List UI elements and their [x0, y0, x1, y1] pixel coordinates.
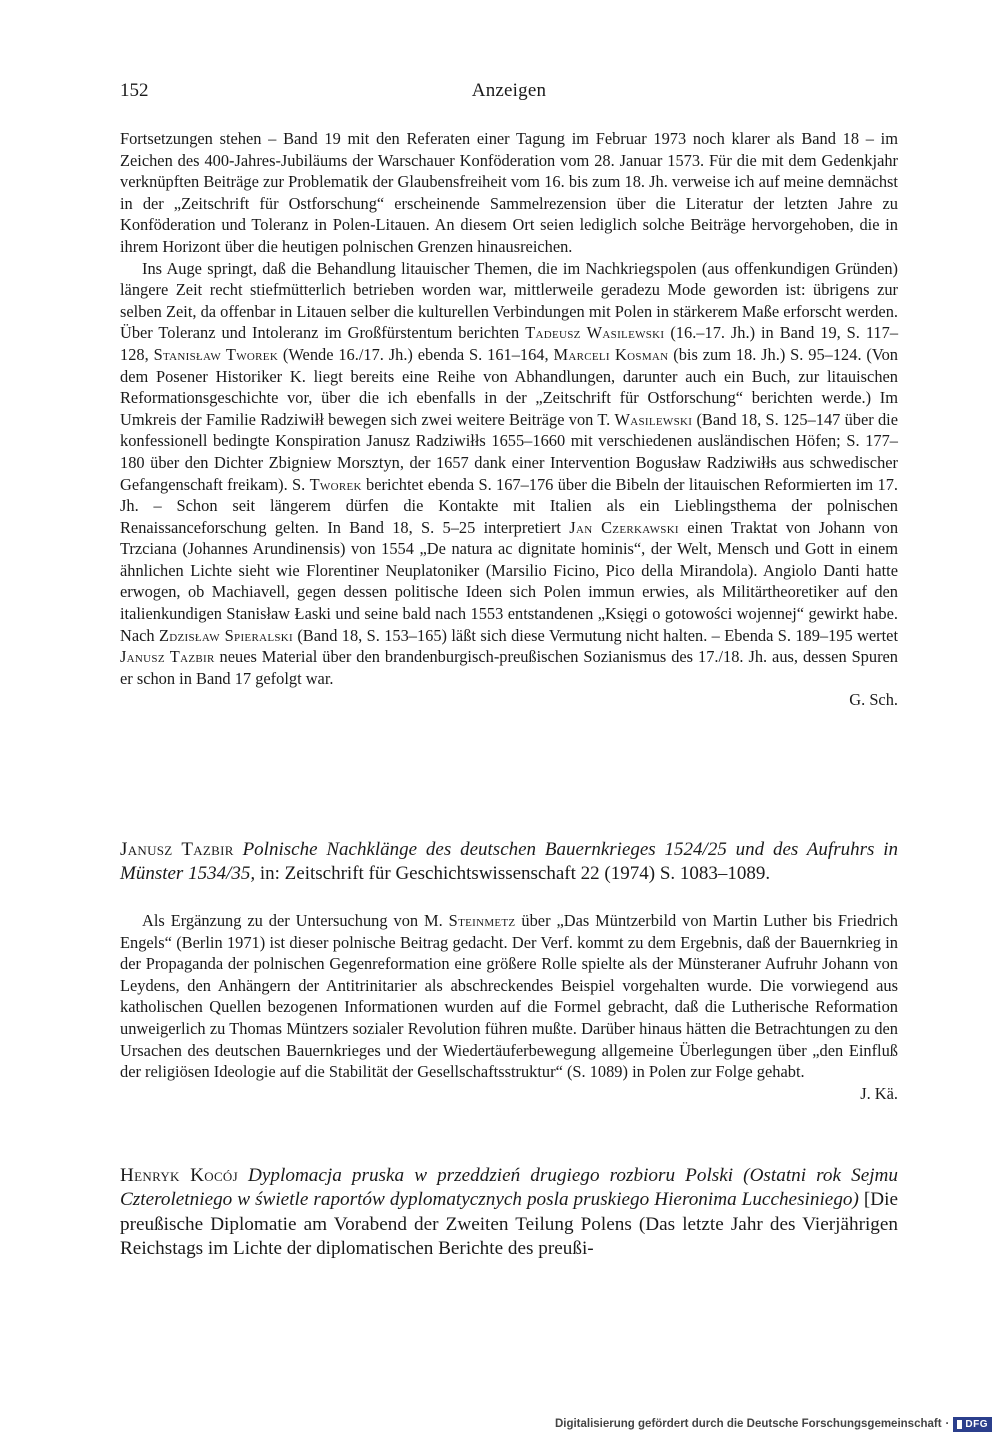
author-name: Tadeusz Wasilewski [525, 323, 665, 343]
author-name: Wasilewski [614, 409, 693, 429]
bibliographic-entry [120, 838, 898, 886]
entry-title: Dyplomacja pruska w przeddzień drugiego rozbioru Polski (Ostatni rok Sejmu Czteroletniego w świetle raportów dyplomatycznych posla pruskiego Hieronima Lucchesiniego) [120, 1165, 898, 1211]
reviewer-signature: G. Sch. [849, 690, 898, 710]
author-name: Zdzisław Spieralski [158, 625, 293, 645]
dfg-mark-icon [957, 1420, 962, 1429]
entry-title: Polnische Nachklänge des deutschen Bauernkrieges 1524/25 und des Aufruhrs in Münster 1534/35, [120, 839, 898, 884]
author-name: Jan Czerkawski [569, 517, 679, 537]
text-run: einen Traktat von Johann von Trzciana (Johannes Arundinensis) von 1554 „De natura ac dignitate hominis“, der Welt, Mensch und Gott in einem ähnlichen Lichte sieht wie Florentiner Neuplatoniker (Marsilio Ficino, Pico della Mirandola). Angiolo Danti hatte erwogen, ob Machiavell, gegen dessen politische Ideen sich Polen immun erwies, als Militärtheoretiker auf den italienkundigen Stanisław Łaski und seine bald nach 1553 entstandenen „Księgi o gotowości wojennej“ gewirkt habe. Nach [120, 517, 899, 645]
text-run: (Band 18, S. 125–147 über die konfessionell bedingte Konspiration Janusz Radziwiłłs 1655–1660 mit verschiedenen ausländischen Höfen; S. 177–180 über den Dichter Zbigniew Morsztyn, der 1657 dank einer Intervention Bogusław Radziwiłłs aus schwedischer Gefangenschaft freikam). S. [120, 409, 898, 494]
author-name: Marceli Kosman [553, 344, 669, 364]
review1-paragraph-1: Fortsetzungen stehen – Band 19 mit den Referaten einer Tagung im Februar 1973 noch klarer als Band 18 – im Zeichen des 400-Jahres-Jubiläums der Warschauer Konföderation vom 28. Januar 1573. Für die mit dem Gedenkjahr verknüpften Beiträge zur Problematik der Glaubensfreiheit vom 16. bis zum 18. Jh. verweise ich auf meine demnächst in der „Zeitschrift für Ostforschung“ erscheinende Sammelrezension über die Literatur der letzten Jahre zu Konföderation und Toleranz in Polen-Litauen. An diesem Ort seien lediglich solche Beiträge hervorgehoben, die in ihrem Horizont über die heutigen polnischen Grenzen hinausreichen. [120, 129, 898, 256]
text-run: (Band 18, S. 153–165) läßt sich diese Vermutung nicht halten. – Ebenda S. 189–195 wertet [292, 625, 898, 645]
entry-author: Henryk Kocój [120, 1165, 238, 1186]
review1-paragraph-2 [120, 258, 898, 690]
text-run: (bis zum 18. Jh.) S. 95–124. (Von dem Posener Historiker K. liegt bereits eine Reihe von Abhandlungen, darunter auch ein Buch, zur litauischen Reformationsgeschichte vor, über die ich ebenfalls in der „Zeitschrift für Ostforschung“ berichten werde.) Im Umkreis der Familie Radziwiłł bewegen sich zwei weitere Beiträge von T. [120, 344, 898, 429]
text-run: berichtet ebenda S. 167–176 über die Bibeln der litauischen Reformierten im 17. Jh. – Schon seit längerem dürfen die Kontakte mit Italien als ein Lieblingsthema der polnischen Renaissanceforschung gelten. In Band 18, S. 5–25 interpretiert [120, 474, 898, 537]
review-text [120, 910, 898, 1104]
author-name: Janusz Tazbir [120, 647, 215, 667]
bibliographic-entry [120, 1164, 898, 1262]
text-run: neues Material über den brandenburgisch-preußischen Sozianismus des 17./18. Jh. aus, dessen Spuren er schon in Band 17 gefolgt war. [120, 647, 899, 688]
reviewer-signature: J. Kä. [860, 1083, 898, 1103]
footer-text: Digitalisierung gefördert durch die Deutsche Forschungsgemeinschaft [554, 1418, 942, 1430]
digitization-footer [555, 1413, 992, 1435]
text-run: (16.–17. Jh.) in Band 19, S. 117–128, [120, 323, 899, 364]
author-name: Steinmetz [448, 911, 516, 930]
entry-translation: [Die preußische Diplomatie am Vorabend der Zweiten Teilung Polens (Das letzte Jahr des Vierjährigen Reichstags im Lichte der diplomatischen Berichte des preußi- [120, 1189, 899, 1260]
text-run: Als Ergänzung zu der Untersuchung von M. [142, 911, 449, 930]
dfg-logo [953, 1417, 992, 1432]
running-head: Anzeigen [471, 80, 547, 101]
review2-paragraph [120, 910, 898, 1083]
page-number: 152 [120, 80, 149, 101]
author-name: Tworek [309, 474, 362, 494]
page-header [120, 80, 898, 110]
text-run: (Wende 16./17. Jh.) ebenda S. 161–164, [278, 344, 554, 364]
review-continuation [120, 128, 898, 711]
text-run: Ins Auge springt, daß die Behandlung litauischer Themen, die im Nachkriegspolen (aus offenkundigen Gründen) längere Zeit recht stiefmütterlich betrieben worden war, mittlerweile geradezu Mode geworden ist: übrigens zur selben Zeit, da offenbar in Litauen selber die kulturellen Verbindungen mit Polen in stärkerem Maße erforscht werden. Über Toleranz und Intoleranz im Großfürstentum berichten [120, 258, 898, 343]
footer-separator: · [945, 1418, 950, 1430]
entry-source: in: Zeitschrift für Geschichtswissenschaft 22 (1974) S. 1083–1089. [255, 863, 771, 884]
text-run: über „Das Müntzerbild von Martin Luther bis Friedrich Engels“ (Berlin 1971) ist dieser polnische Beitrag gedacht. Der Verf. kommt zu dem Ergebnis, daß der Bauernkrieg in der Propaganda der polnischen Gegenreformation eine größere Rolle spielte als der Münsteraner Aufruhr Johann von Leydens, den Anhängern der Antitrinitarier als abschreckendes Beispiel vorgehalten wurde. Die vorwiegend aus katholischen Quellen bezogenen Informationen wurden auf die Formel gebracht, daß die Lutherische Reformation unweigerlich zu Thomas Müntzers sozialer Revolution führen mußte. Darüber hinaus hätten die Betrachtungen zu den Ursachen des deutschen Bauernkrieges und der Wiedertäuferbewegung allgemeine Überlegungen über „den Einfluß der religiösen Ideologie auf die Stabilität der Gesellschaftsstruktur“ (S. 1089) in Polen zur Folge gehabt. [120, 911, 898, 1082]
entry-author: Janusz Tazbir [120, 839, 234, 860]
dfg-logo-text: DFG [965, 1418, 988, 1430]
author-name: Stanisław Tworek [153, 344, 279, 364]
